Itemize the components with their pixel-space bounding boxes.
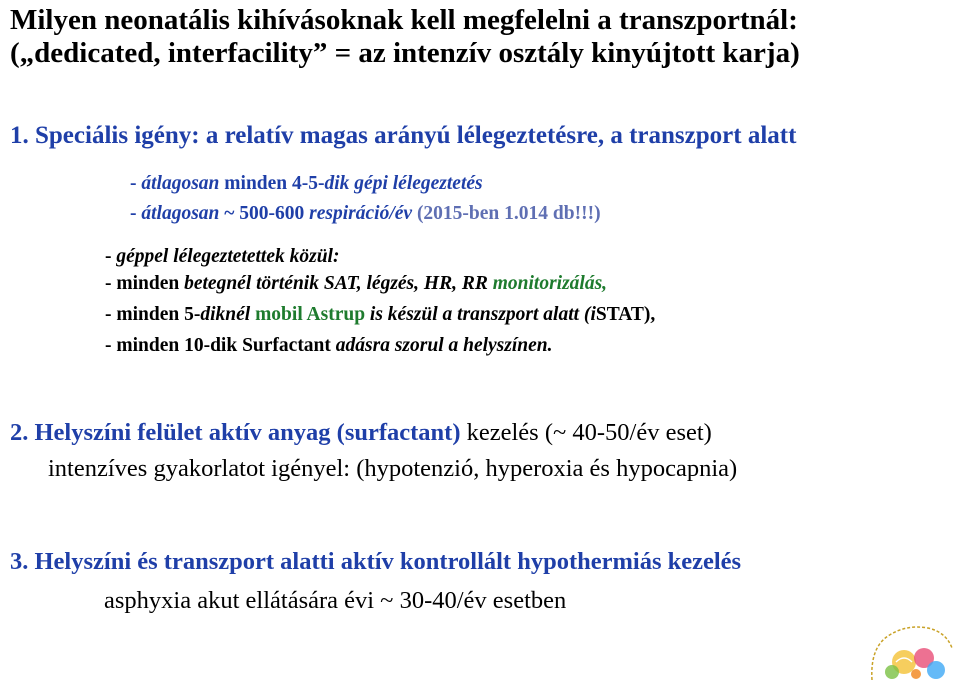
slide-title-line-2: („dedicated, interfacility” = az intenzív osztály kinyújtott karja): [10, 37, 800, 69]
point-1-heading: 1. Speciális igény: a relatív magas arányú lélegeztetésre, a transzport alatt: [10, 122, 797, 149]
point-1-bullet-4: - minden betegnél történik SAT, légzés, HR, RR monitorizálás,: [105, 273, 608, 294]
point-1-bullet-1: - átlagosan minden 4-5-dik gépi lélegeztetés: [130, 173, 483, 194]
point-1-bullet-5: - minden 5-diknél mobil Astrup is készül a transzport alatt (iSTAT),: [105, 304, 656, 325]
point-3-line-2: asphyxia akut ellátására évi ~ 30-40/év esetben: [104, 587, 567, 614]
point-3-line-1: 3. Helyszíni és transzport alatti aktív kontrollált hypothermiás kezelés: [10, 548, 742, 575]
point-1-bullet-6: - minden 10-dik Surfactant adásra szorul a helyszínen.: [105, 335, 553, 356]
point-2-line-1: 2. Helyszíni felület aktív anyag (surfactant) kezelés (~ 40-50/év eset): [10, 419, 712, 446]
point-1-bullet-2: - átlagosan ~ 500-600 respiráció/év (2015-ben 1.014 db!!!): [130, 203, 601, 224]
slide-title-line-1: Milyen neonatális kihívásoknak kell megfelelni a transzportnál:: [10, 4, 798, 36]
point-2-line-2: intenzíves gyakorlatot igényel: (hypotenzió, hyperoxia és hypocapnia): [48, 455, 738, 482]
point-1-bullet-3: - géppel lélegeztetettek közül:: [105, 246, 340, 267]
organization-logo: [866, 618, 956, 684]
